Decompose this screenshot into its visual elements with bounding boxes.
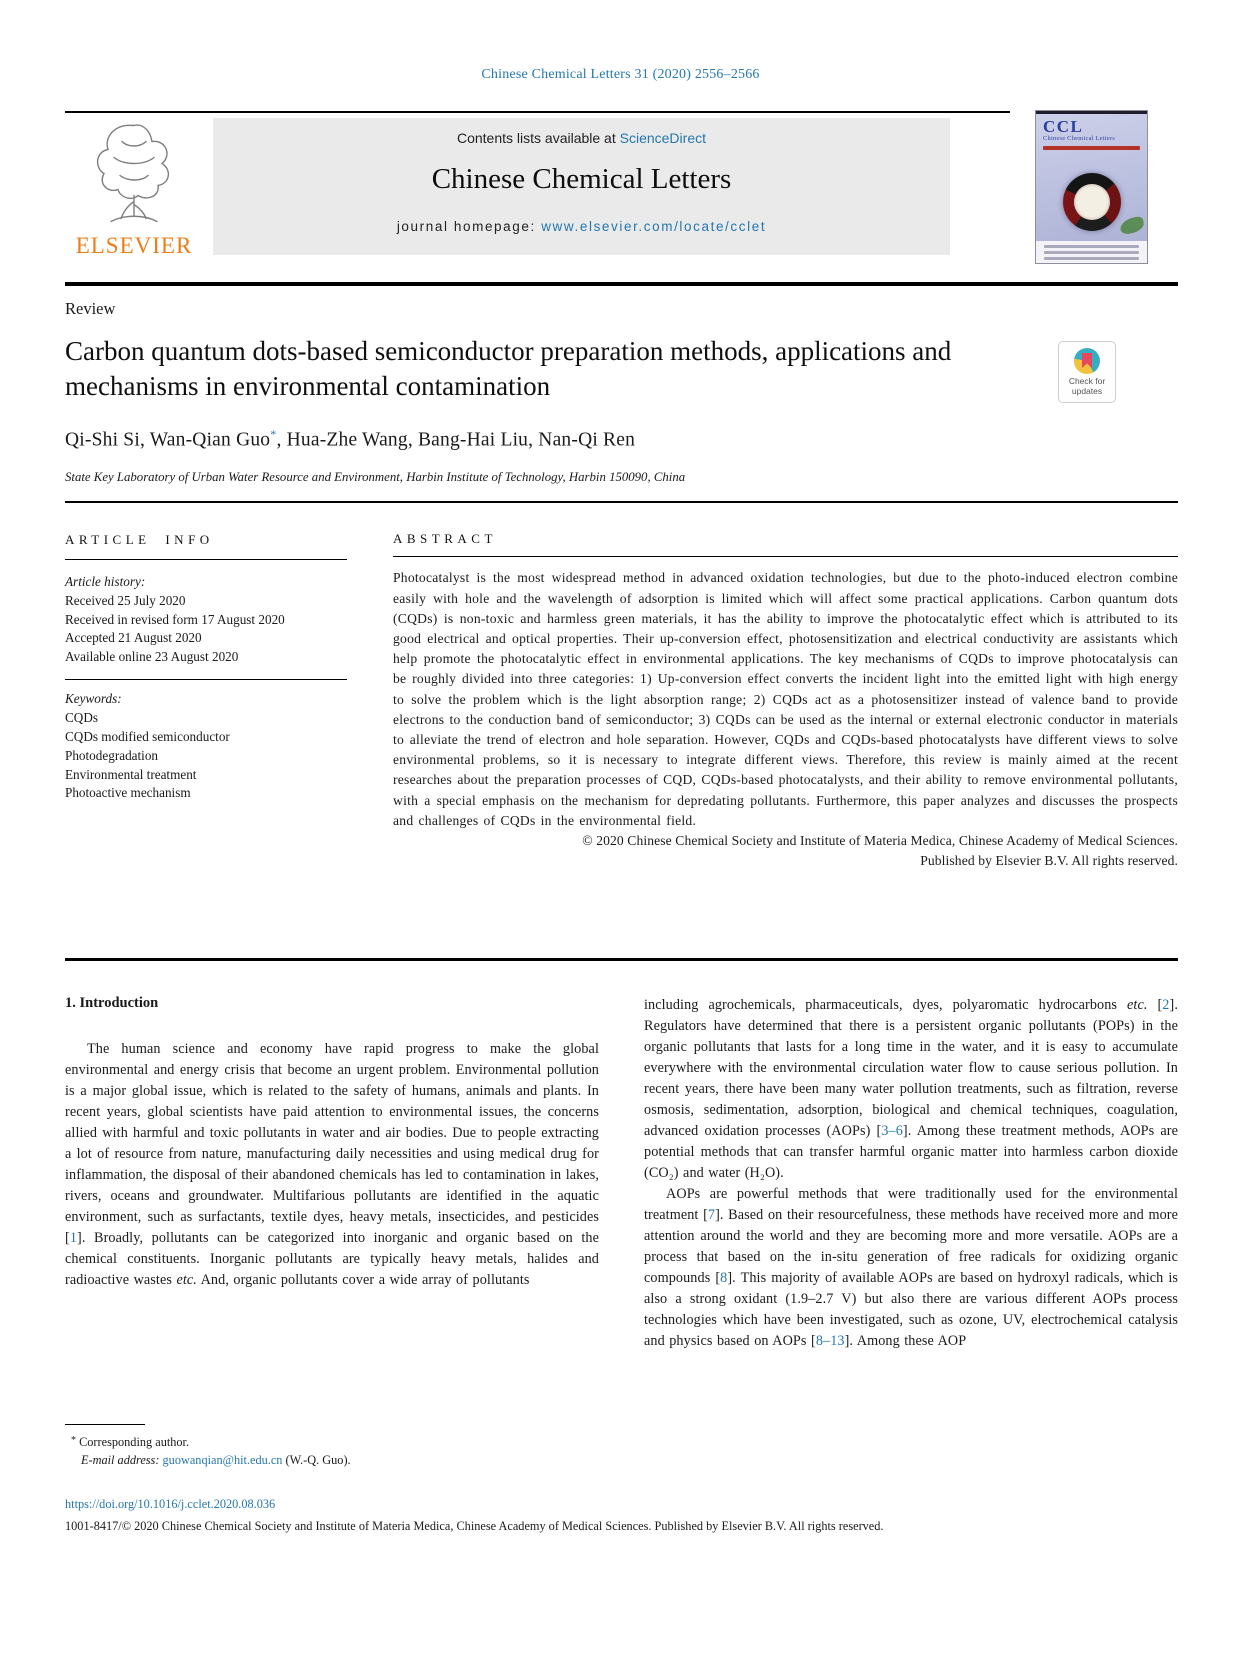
history-online: Available online 23 August 2020 — [65, 649, 239, 665]
body-right-column — [644, 995, 1178, 1352]
check-badge-line2: updates — [1071, 385, 1103, 396]
keywords-label: Keywords: — [65, 691, 122, 707]
check-for-updates-badge[interactable] — [1058, 341, 1116, 403]
history-revised: Received in revised form 17 August 2020 — [65, 611, 285, 627]
page-footer — [65, 1496, 1178, 1534]
homepage-link[interactable]: www.elsevier.com/locate/cclet — [541, 219, 767, 234]
abstract-copyright-line1: © 2020 Chinese Chemical Society and Institute of Materia Medica, Chinese Academy of Medical Sciences. — [582, 832, 1178, 848]
journal-cover-thumbnail[interactable] — [1035, 110, 1148, 264]
footnote-rule — [65, 1424, 145, 1425]
history-accepted: Accepted 21 August 2020 — [65, 630, 202, 646]
elsevier-logo[interactable] — [63, 116, 205, 268]
check-badge-label — [1059, 377, 1115, 396]
contents-text: Contents lists available at — [456, 130, 620, 146]
cover-ring-graphic — [1063, 173, 1121, 231]
sciencedirect-link[interactable]: ScienceDirect — [619, 130, 706, 146]
article-history-label: Article history: — [65, 574, 146, 590]
article-info-rule — [65, 559, 347, 560]
cover-leaf-graphic — [1119, 216, 1146, 236]
journal-name: Chinese Chemical Letters — [431, 163, 732, 195]
authors-first: Qi-Shi Si, Wan-Qian Guo — [65, 429, 271, 451]
issn-copyright-line: 1001-8417/© 2020 Chinese Chemical Society and Institute of Materia Medica, Chinese Academy of Medical Sciences. Published by Elsevier B.V. All rights reserved. — [65, 1519, 884, 1533]
abstract-column — [393, 531, 1178, 871]
corresponding-author-line — [65, 1432, 525, 1452]
corresponding-author-mark: * — [270, 427, 277, 441]
header-top-rule — [65, 111, 1010, 113]
authors-rest: , Hua-Zhe Wang, Bang-Hai Liu, Nan-Qi Ren — [276, 429, 636, 451]
affiliation-line: State Key Laboratory of Urban Water Resource and Environment, Harbin Institute of Technology, Harbin 150090, China — [65, 470, 686, 484]
abstract-rule — [393, 556, 1178, 557]
header-thick-rule — [65, 282, 1178, 286]
keyword-item: Environmental treatment — [65, 766, 197, 782]
doi-link[interactable]: https://doi.org/10.1016/j.cclet.2020.08.036 — [65, 1497, 276, 1511]
keyword-item: CQDs modified semiconductor — [65, 728, 230, 744]
abstract-heading: ABSTRACT — [393, 531, 497, 546]
abstract-body-divider-rule — [65, 958, 1178, 961]
intro-paragraph-2: AOPs are powerful methods that were traditionally used for the environmental treatment [7]. Based on their resourcefulness, these methods have received more and more attention around the world and they are becoming more and more versatile. AOPs are a process that based on the in-situ generation of free radicals for oxidizing organic compounds [8]. This majority of available AOPs are based on hydroxyl radicals, which is also a strong oxidant (1.9–2.7 V) but also there are various different AOPs process technologies which have been investigated, such as ozone, UV, electrochemical catalysis and physics based on AOPs [8–13]. Among these AOP — [644, 1186, 1178, 1349]
keywords-rule — [65, 679, 347, 680]
email-suffix: (W.-Q. Guo). — [282, 1452, 351, 1467]
footnote-asterisk: * — [71, 1435, 76, 1447]
corresponding-author-text: Corresponding author. — [76, 1435, 190, 1450]
cover-ccl-logo: CCL — [1043, 117, 1084, 136]
homepage-line — [213, 219, 950, 234]
cover-header — [1036, 111, 1147, 142]
corresponding-author-footnote — [65, 1424, 525, 1469]
email-line — [65, 1452, 525, 1470]
elsevier-tree-icon — [84, 116, 184, 234]
article-info-heading: ARTICLE INFO — [65, 532, 214, 547]
journal-citation-line: Chinese Chemical Letters 31 (2020) 2556–2566 — [481, 67, 760, 82]
check-badge-line1: Check for — [1068, 376, 1106, 386]
article-type-label: Review — [65, 299, 116, 318]
keyword-item: Photodegradation — [65, 747, 159, 763]
journal-banner — [213, 118, 950, 255]
elsevier-wordmark: ELSEVIER — [75, 233, 193, 258]
cover-footer-strip — [1036, 241, 1147, 263]
intro-paragraph-1-continued: including agrochemicals, pharmaceuticals, dyes, polyaromatic hydrocarbons etc. [2]. Regulators have determined that there is a persistent organic pollutants (POPs) in the organic pollutants that lasts for a long time in the water, and it is easy to accumulate everywhere with the environmental circulation water flow to cause serious pollution. In recent years, there have been many water pollution treatments, such as filtration, reverse osmosis, sedimentation, adsorption, biological and chemical techniques, coagulation, advanced oxidation processes (AOPs) [3–6]. Among these treatment methods, AOPs are potential methods that can transfer harmful organic matter into harmless carbon dioxide (CO₂) and water (H₂O). — [644, 997, 1178, 1181]
crossmark-icon — [1074, 348, 1100, 374]
history-received: Received 25 July 2020 — [65, 592, 186, 608]
homepage-label: journal homepage: — [396, 219, 542, 234]
keyword-item: CQDs — [65, 710, 98, 726]
abstract-text: Photocatalyst is the most widespread method in advanced oxidation technologies, but due to the photo-induced electron combine easily with hole and the wavelength of adsorption is limited which will affect some practical applications. Carbon quantum dots (CQDs) is non-toxic and harmless green materials, it has the ability to improve the photocatalytic effect which is attributed to its good electrical and optical properties. Their up-conversion effect, photosensitization and electrical conductivity are assistants which help promote the photocatalytic effect in environmental applications. The key mechanisms of CQDs to improve photocatalysis can be roughly divided into three categories: 1) Up-conversion effect converts the incident light into the emitted light with high energy to solve the problem which is the light absorption range; 2) CQDs act as a photosensitizer instead of valence band to provide electrons to the conduction band of semiconductor; 3) CQDs can be used as the internal or external electronic conductor in materials to alleviate the trend of electron and hole separation. However, CQDs and CQDs-based photocatalysts have different views to solve environmental problems, so it is necessary to integrate different views. Therefore, this review is mainly aimed at the recent researches about the preparation processes of CQD, CQDs-based photocatalysts, and their ability to remove environmental pollutants, with a special emphasis on the mechanism for depredating pollutants. Furthermore, this paper analyzes and discusses the prospects and challenges of CQDs in the environmental field. — [393, 570, 1178, 828]
meta-divider-rule — [65, 501, 1178, 503]
keyword-item: Photoactive mechanism — [65, 785, 191, 801]
abstract-copyright-line2: Published by Elsevier B.V. All rights reserved. — [920, 853, 1178, 869]
article-info-column — [65, 531, 347, 803]
section-heading-introduction: 1. Introduction — [65, 995, 159, 1011]
cover-red-title-bar — [1043, 146, 1141, 150]
contents-line — [213, 118, 950, 146]
intro-paragraph-1: The human science and economy have rapid progress to make the global environmental and energy crisis that become an urgent problem. Environmental pollution is a major global issue, which is related to the safety of humans, animals and plants. In recent years, global scientists have paid attention to environmental issues, the concerns allied with harmful and toxic pollutants in water and air bodies. Due to people extracting a lot of resource from nature, manufacturing daily necessities and using medical drug for inflammation, the disposal of their abandoned chemicals has led to contamination in lakes, rivers, oceans and groundwater. Multifarious pollutants are identified in the aquatic environment, such as surfactants, textile dyes, heavy metals, insecticides, and pesticides [1]. Broadly, pollutants can be categorized into inorganic and organic based on the chemical constituents. Inorganic pollutants are typically heavy metals, halides and radioactive wastes etc. And, organic pollutants cover a wide array of pollutants — [65, 1041, 599, 1288]
authors-line — [65, 427, 635, 452]
email-link[interactable]: guowanqian@hit.edu.cn — [162, 1452, 283, 1467]
body-left-column — [65, 995, 599, 1291]
cover-journal-subtitle: Chinese Chemical Letters — [1043, 135, 1115, 142]
email-label: E-mail address: — [81, 1452, 163, 1467]
crossmark-bookmark-icon — [1082, 353, 1092, 368]
article-title: Carbon quantum dots-based semiconductor preparation methods, applications and mechanisms in environmental contamination — [65, 336, 952, 401]
